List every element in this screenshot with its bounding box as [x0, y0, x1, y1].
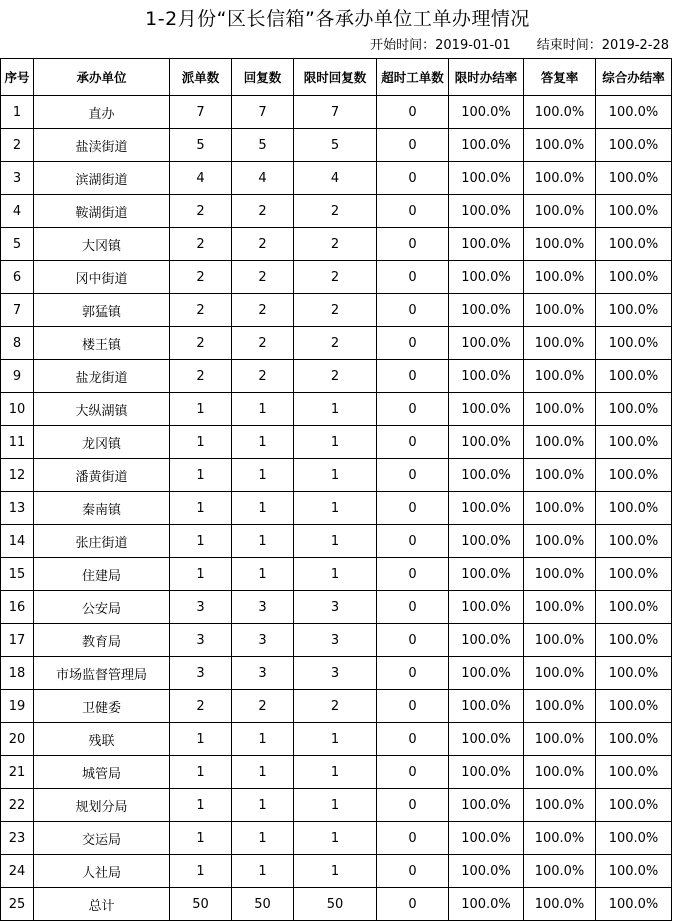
table-row [1, 261, 672, 294]
cell-unit: 残联 [34, 723, 170, 756]
work-order-table [0, 58, 672, 921]
table-row [1, 162, 672, 195]
table-row [1, 657, 672, 690]
cell-reply-rate: 100.0% [524, 492, 596, 525]
cell-replied: 1 [232, 459, 294, 492]
cell-replied: 50 [232, 888, 294, 921]
cell-timely-completion-rate: 100.0% [449, 393, 524, 426]
cell-overdue: 0 [377, 129, 449, 162]
table-row [1, 96, 672, 129]
cell-replied: 2 [232, 228, 294, 261]
cell-dispatched: 50 [170, 888, 232, 921]
cell-unit: 盐龙街道 [34, 360, 170, 393]
cell-reply-rate: 100.0% [524, 558, 596, 591]
end-time-value: 2019-2-28 [601, 38, 669, 53]
cell-timely-replied: 1 [294, 822, 377, 855]
cell-dispatched: 1 [170, 789, 232, 822]
cell-timely-replied: 1 [294, 723, 377, 756]
cell-overall-completion-rate: 100.0% [596, 525, 672, 558]
cell-timely-completion-rate: 100.0% [449, 624, 524, 657]
cell-timely-completion-rate: 100.0% [449, 591, 524, 624]
cell-index: 24 [1, 855, 34, 888]
cell-overdue: 0 [377, 822, 449, 855]
cell-unit: 卫健委 [34, 690, 170, 723]
cell-timely-completion-rate: 100.0% [449, 525, 524, 558]
cell-replied: 1 [232, 426, 294, 459]
cell-timely-completion-rate: 100.0% [449, 459, 524, 492]
cell-replied: 1 [232, 393, 294, 426]
cell-overdue: 0 [377, 525, 449, 558]
cell-replied: 4 [232, 162, 294, 195]
cell-index: 21 [1, 756, 34, 789]
cell-overdue: 0 [377, 195, 449, 228]
cell-index: 14 [1, 525, 34, 558]
cell-overdue: 0 [377, 459, 449, 492]
header-reply-rate: 答复率 [524, 59, 596, 96]
cell-unit: 楼王镇 [34, 327, 170, 360]
cell-overall-completion-rate: 100.0% [596, 426, 672, 459]
cell-dispatched: 2 [170, 690, 232, 723]
cell-overdue: 0 [377, 492, 449, 525]
cell-overall-completion-rate: 100.0% [596, 261, 672, 294]
cell-timely-completion-rate: 100.0% [449, 888, 524, 921]
table-body [1, 96, 672, 921]
cell-timely-completion-rate: 100.0% [449, 228, 524, 261]
cell-unit: 总计 [34, 888, 170, 921]
cell-index: 9 [1, 360, 34, 393]
cell-timely-replied: 1 [294, 393, 377, 426]
cell-dispatched: 5 [170, 129, 232, 162]
cell-unit: 龙冈镇 [34, 426, 170, 459]
cell-index: 18 [1, 657, 34, 690]
cell-reply-rate: 100.0% [524, 723, 596, 756]
cell-overall-completion-rate: 100.0% [596, 459, 672, 492]
header-unit: 承办单位 [34, 59, 170, 96]
cell-timely-completion-rate: 100.0% [449, 855, 524, 888]
cell-timely-completion-rate: 100.0% [449, 426, 524, 459]
cell-replied: 2 [232, 294, 294, 327]
table-row [1, 723, 672, 756]
cell-index: 16 [1, 591, 34, 624]
cell-dispatched: 2 [170, 228, 232, 261]
cell-timely-completion-rate: 100.0% [449, 129, 524, 162]
cell-overdue: 0 [377, 294, 449, 327]
cell-replied: 2 [232, 327, 294, 360]
cell-overdue: 0 [377, 360, 449, 393]
cell-unit: 人社局 [34, 855, 170, 888]
cell-dispatched: 2 [170, 294, 232, 327]
cell-overdue: 0 [377, 162, 449, 195]
cell-overall-completion-rate: 100.0% [596, 393, 672, 426]
cell-reply-rate: 100.0% [524, 195, 596, 228]
table-row [1, 591, 672, 624]
cell-overall-completion-rate: 100.0% [596, 756, 672, 789]
table-row [1, 426, 672, 459]
table-row [1, 327, 672, 360]
cell-replied: 7 [232, 96, 294, 129]
cell-overdue: 0 [377, 426, 449, 459]
cell-reply-rate: 100.0% [524, 888, 596, 921]
cell-timely-replied: 2 [294, 327, 377, 360]
table-row [1, 360, 672, 393]
cell-timely-replied: 2 [294, 228, 377, 261]
end-time-label: 结束时间： [536, 38, 602, 53]
cell-overdue: 0 [377, 855, 449, 888]
cell-overdue: 0 [377, 756, 449, 789]
cell-index: 23 [1, 822, 34, 855]
header-replied: 回复数 [232, 59, 294, 96]
cell-timely-replied: 2 [294, 294, 377, 327]
cell-timely-completion-rate: 100.0% [449, 723, 524, 756]
cell-index: 1 [1, 96, 34, 129]
cell-replied: 2 [232, 195, 294, 228]
cell-overall-completion-rate: 100.0% [596, 723, 672, 756]
cell-replied: 1 [232, 723, 294, 756]
cell-index: 17 [1, 624, 34, 657]
cell-overall-completion-rate: 100.0% [596, 558, 672, 591]
cell-unit: 盐渎街道 [34, 129, 170, 162]
cell-reply-rate: 100.0% [524, 789, 596, 822]
cell-timely-replied: 50 [294, 888, 377, 921]
cell-dispatched: 1 [170, 492, 232, 525]
cell-unit: 公安局 [34, 591, 170, 624]
cell-index: 2 [1, 129, 34, 162]
cell-timely-completion-rate: 100.0% [449, 360, 524, 393]
cell-timely-completion-rate: 100.0% [449, 327, 524, 360]
table-row [1, 228, 672, 261]
cell-unit: 城管局 [34, 756, 170, 789]
cell-index: 10 [1, 393, 34, 426]
cell-dispatched: 1 [170, 756, 232, 789]
cell-overdue: 0 [377, 624, 449, 657]
table-row [1, 624, 672, 657]
cell-overdue: 0 [377, 327, 449, 360]
cell-reply-rate: 100.0% [524, 690, 596, 723]
cell-dispatched: 1 [170, 459, 232, 492]
cell-overall-completion-rate: 100.0% [596, 855, 672, 888]
cell-overall-completion-rate: 100.0% [596, 327, 672, 360]
cell-overall-completion-rate: 100.0% [596, 822, 672, 855]
cell-overall-completion-rate: 100.0% [596, 360, 672, 393]
cell-unit: 鞍湖街道 [34, 195, 170, 228]
cell-replied: 3 [232, 591, 294, 624]
cell-timely-completion-rate: 100.0% [449, 558, 524, 591]
cell-overall-completion-rate: 100.0% [596, 96, 672, 129]
cell-replied: 1 [232, 492, 294, 525]
cell-timely-replied: 5 [294, 129, 377, 162]
cell-index: 4 [1, 195, 34, 228]
cell-timely-completion-rate: 100.0% [449, 162, 524, 195]
cell-replied: 2 [232, 690, 294, 723]
cell-overall-completion-rate: 100.0% [596, 690, 672, 723]
cell-timely-replied: 3 [294, 624, 377, 657]
cell-overdue: 0 [377, 690, 449, 723]
cell-timely-replied: 2 [294, 690, 377, 723]
cell-reply-rate: 100.0% [524, 657, 596, 690]
cell-unit: 直办 [34, 96, 170, 129]
cell-timely-replied: 1 [294, 855, 377, 888]
table-row [1, 129, 672, 162]
cell-timely-completion-rate: 100.0% [449, 789, 524, 822]
cell-overdue: 0 [377, 96, 449, 129]
cell-dispatched: 4 [170, 162, 232, 195]
cell-unit: 大冈镇 [34, 228, 170, 261]
cell-unit: 滨湖街道 [34, 162, 170, 195]
header-dispatched: 派单数 [170, 59, 232, 96]
cell-dispatched: 1 [170, 426, 232, 459]
cell-timely-replied: 1 [294, 492, 377, 525]
cell-timely-completion-rate: 100.0% [449, 756, 524, 789]
header-index: 序号 [1, 59, 34, 96]
cell-timely-completion-rate: 100.0% [449, 822, 524, 855]
cell-unit: 住建局 [34, 558, 170, 591]
cell-reply-rate: 100.0% [524, 756, 596, 789]
cell-dispatched: 3 [170, 591, 232, 624]
cell-unit: 潘黄街道 [34, 459, 170, 492]
cell-reply-rate: 100.0% [524, 360, 596, 393]
cell-unit: 规划分局 [34, 789, 170, 822]
cell-overall-completion-rate: 100.0% [596, 789, 672, 822]
cell-index: 7 [1, 294, 34, 327]
cell-reply-rate: 100.0% [524, 459, 596, 492]
cell-reply-rate: 100.0% [524, 591, 596, 624]
cell-reply-rate: 100.0% [524, 426, 596, 459]
cell-timely-replied: 7 [294, 96, 377, 129]
table-row [1, 690, 672, 723]
cell-timely-completion-rate: 100.0% [449, 96, 524, 129]
cell-unit: 郭猛镇 [34, 294, 170, 327]
cell-overdue: 0 [377, 558, 449, 591]
cell-unit: 张庄街道 [34, 525, 170, 558]
cell-timely-replied: 1 [294, 558, 377, 591]
date-range [370, 36, 669, 56]
cell-replied: 3 [232, 657, 294, 690]
cell-index: 20 [1, 723, 34, 756]
cell-dispatched: 1 [170, 822, 232, 855]
cell-timely-replied: 3 [294, 591, 377, 624]
cell-index: 15 [1, 558, 34, 591]
cell-timely-replied: 1 [294, 756, 377, 789]
cell-index: 25 [1, 888, 34, 921]
cell-dispatched: 2 [170, 195, 232, 228]
table-row [1, 558, 672, 591]
cell-replied: 1 [232, 756, 294, 789]
cell-timely-replied: 1 [294, 459, 377, 492]
cell-reply-rate: 100.0% [524, 129, 596, 162]
cell-unit: 冈中街道 [34, 261, 170, 294]
cell-reply-rate: 100.0% [524, 96, 596, 129]
cell-timely-completion-rate: 100.0% [449, 294, 524, 327]
cell-timely-completion-rate: 100.0% [449, 690, 524, 723]
cell-unit: 大纵湖镇 [34, 393, 170, 426]
cell-overdue: 0 [377, 591, 449, 624]
cell-overall-completion-rate: 100.0% [596, 624, 672, 657]
cell-reply-rate: 100.0% [524, 228, 596, 261]
cell-dispatched: 2 [170, 261, 232, 294]
cell-timely-completion-rate: 100.0% [449, 195, 524, 228]
cell-replied: 2 [232, 360, 294, 393]
cell-index: 13 [1, 492, 34, 525]
cell-index: 12 [1, 459, 34, 492]
cell-timely-replied: 4 [294, 162, 377, 195]
cell-overall-completion-rate: 100.0% [596, 591, 672, 624]
cell-reply-rate: 100.0% [524, 525, 596, 558]
cell-replied: 1 [232, 558, 294, 591]
cell-reply-rate: 100.0% [524, 294, 596, 327]
cell-overdue: 0 [377, 393, 449, 426]
table-row [1, 459, 672, 492]
cell-overall-completion-rate: 100.0% [596, 228, 672, 261]
cell-overall-completion-rate: 100.0% [596, 195, 672, 228]
cell-dispatched: 1 [170, 525, 232, 558]
cell-timely-replied: 3 [294, 657, 377, 690]
cell-reply-rate: 100.0% [524, 624, 596, 657]
table-row [1, 756, 672, 789]
header-overall-completion-rate: 综合办结率 [596, 59, 672, 96]
table-row [1, 789, 672, 822]
cell-replied: 1 [232, 525, 294, 558]
cell-unit: 教育局 [34, 624, 170, 657]
cell-overdue: 0 [377, 888, 449, 921]
cell-index: 11 [1, 426, 34, 459]
cell-index: 3 [1, 162, 34, 195]
table-row [1, 492, 672, 525]
cell-timely-completion-rate: 100.0% [449, 261, 524, 294]
cell-reply-rate: 100.0% [524, 822, 596, 855]
cell-dispatched: 3 [170, 624, 232, 657]
cell-reply-rate: 100.0% [524, 327, 596, 360]
cell-replied: 2 [232, 261, 294, 294]
cell-overdue: 0 [377, 723, 449, 756]
cell-replied: 1 [232, 855, 294, 888]
cell-overall-completion-rate: 100.0% [596, 657, 672, 690]
table-row [1, 294, 672, 327]
cell-overall-completion-rate: 100.0% [596, 129, 672, 162]
cell-reply-rate: 100.0% [524, 855, 596, 888]
table-row [1, 855, 672, 888]
cell-timely-replied: 1 [294, 789, 377, 822]
cell-timely-replied: 2 [294, 261, 377, 294]
cell-dispatched: 1 [170, 723, 232, 756]
cell-replied: 5 [232, 129, 294, 162]
cell-replied: 3 [232, 624, 294, 657]
cell-overall-completion-rate: 100.0% [596, 294, 672, 327]
cell-index: 19 [1, 690, 34, 723]
page-title: 1-2月份“区长信箱”各承办单位工单办理情况 [145, 8, 530, 30]
table-row [1, 525, 672, 558]
start-time-value: 2019-01-01 [435, 38, 511, 53]
cell-overdue: 0 [377, 789, 449, 822]
cell-dispatched: 1 [170, 855, 232, 888]
table-row [1, 888, 672, 921]
cell-reply-rate: 100.0% [524, 162, 596, 195]
cell-timely-replied: 1 [294, 426, 377, 459]
cell-dispatched: 2 [170, 327, 232, 360]
cell-overall-completion-rate: 100.0% [596, 162, 672, 195]
cell-overdue: 0 [377, 261, 449, 294]
table-row [1, 195, 672, 228]
cell-index: 8 [1, 327, 34, 360]
cell-dispatched: 7 [170, 96, 232, 129]
table-row [1, 393, 672, 426]
cell-replied: 1 [232, 822, 294, 855]
table-row [1, 822, 672, 855]
table-header-row [1, 59, 672, 96]
cell-timely-replied: 2 [294, 195, 377, 228]
cell-unit: 秦南镇 [34, 492, 170, 525]
cell-dispatched: 1 [170, 558, 232, 591]
cell-overall-completion-rate: 100.0% [596, 888, 672, 921]
cell-overdue: 0 [377, 657, 449, 690]
cell-index: 6 [1, 261, 34, 294]
cell-unit: 市场监督管理局 [34, 657, 170, 690]
start-time-label: 开始时间： [370, 38, 436, 53]
cell-index: 22 [1, 789, 34, 822]
cell-timely-completion-rate: 100.0% [449, 492, 524, 525]
cell-index: 5 [1, 228, 34, 261]
header-timely-replied: 限时回复数 [294, 59, 377, 96]
header-timely-completion-rate: 限时办结率 [449, 59, 524, 96]
cell-overall-completion-rate: 100.0% [596, 492, 672, 525]
cell-reply-rate: 100.0% [524, 261, 596, 294]
cell-dispatched: 2 [170, 360, 232, 393]
cell-timely-replied: 1 [294, 525, 377, 558]
cell-timely-replied: 2 [294, 360, 377, 393]
cell-timely-completion-rate: 100.0% [449, 657, 524, 690]
cell-reply-rate: 100.0% [524, 393, 596, 426]
cell-overdue: 0 [377, 228, 449, 261]
cell-replied: 1 [232, 789, 294, 822]
cell-dispatched: 3 [170, 657, 232, 690]
header-overdue: 超时工单数 [377, 59, 449, 96]
cell-unit: 交运局 [34, 822, 170, 855]
cell-dispatched: 1 [170, 393, 232, 426]
